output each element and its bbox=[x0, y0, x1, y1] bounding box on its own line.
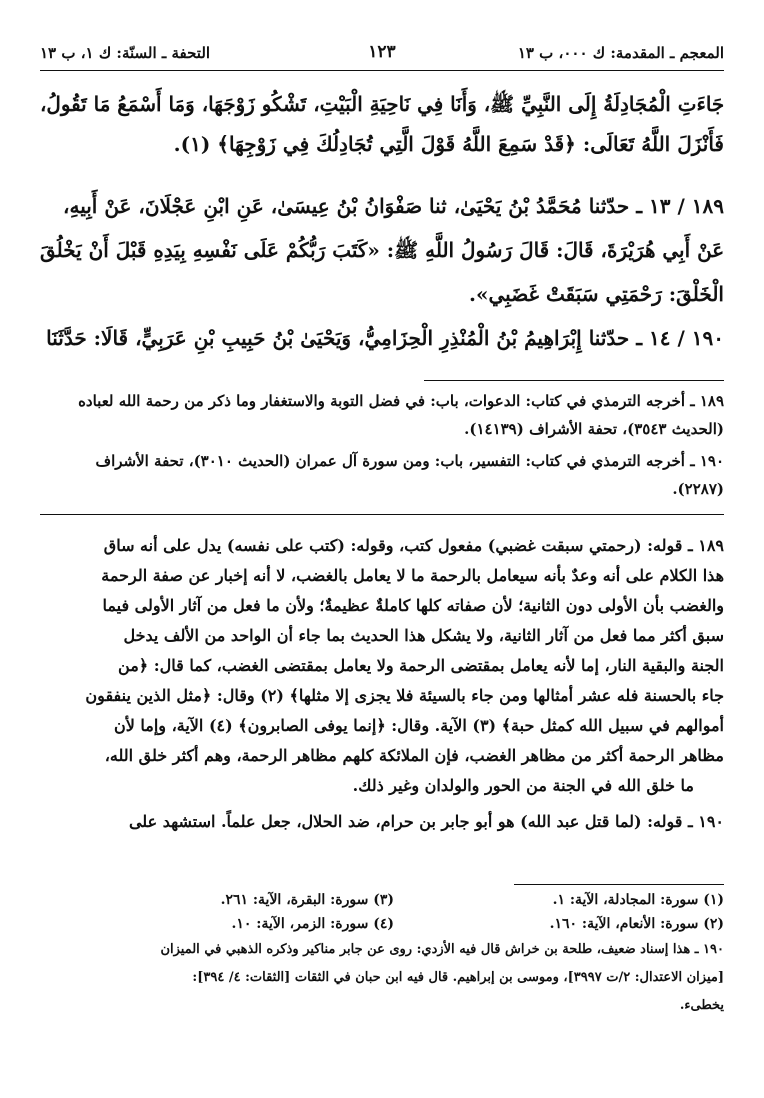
commentary-line: ١٩٠ ـ قوله: (لما قتل عبد الله) هو أبو جابر بن حرام، ضد الحلال، جعل علماً. استشهد على bbox=[128, 812, 724, 831]
commentary-line: ما خلق الله في الجنة من الحور والولدان وغير ذلك. bbox=[352, 776, 694, 795]
takhrij-line: ١٩٠ ـ أخرجه الترمذي في كتاب: التفسير، باب: ومن سورة آل عمران (الحديث ٣٠١٠)، تحفة الأشراف bbox=[95, 452, 724, 470]
footnote-note: ١٩٠ ـ هذا إسناد ضعيف، طلحة بن خراش قال فيه الأزدي: روى عن جابر مناكير وذكره الذهبي في الميزان bbox=[160, 942, 724, 957]
main-line: فَأَنْزَلَ اللَّهُ تَعَالَى: ﴿قَدْ سَمِعَ اللَّهُ قَوْلَ الَّتِي تُجَادِلُكَ فِي زَوْجِهَا﴾ (١). bbox=[173, 132, 724, 156]
header-left-ref: التحفة ـ السنّة: ك ١، ب ١٣ bbox=[40, 44, 211, 62]
footnote-item: (٣) سورة: البقرة، الآية: ٢٦١. bbox=[220, 892, 394, 908]
commentary-line: الجنة والبقية النار، إما لأنه يعامل بمقتضى الرحمة ولا يعامل بمقتضى الغضب، كما قال: ﴿من bbox=[118, 656, 724, 675]
commentary-line: سبق أكثر مما فعل من آثار الثانية، ولا يشكل هذا الحديث بما جاء أن الواحد من الألف يدخل bbox=[123, 626, 724, 645]
section-divider bbox=[40, 514, 724, 515]
footnote-item: (٤) سورة: الزمر، الآية: ١٠. bbox=[231, 916, 394, 932]
footnote-item: (٢) سورة: الأنعام، الآية: ١٦٠. bbox=[549, 916, 724, 932]
commentary-line: والغضب بأن الأولى دون الثانية؛ لأن صفاته كلها كاملةٌ عظيمةٌ؛ ولأن ما فعل من آثار الأولى فيما bbox=[102, 596, 724, 615]
main-line: الْخَلْقَ: رَحْمَتِي سَبَقَتْ غَضَبِي». bbox=[469, 282, 724, 306]
commentary-line: هذا الكلام على أنه وعدٌ بأنه سيعامل بالرحمة ما لا يعامل بالغضب، لا أنه إخبار عن صفة الرحمة bbox=[101, 566, 724, 585]
page-number: ١٢٣ bbox=[368, 42, 396, 62]
commentary-line: مظاهر الرحمة أكثر من مظاهر الغضب، فإن الملائكة كلهم مظاهر الرحمة، وهم أكثر خلق الله، bbox=[104, 746, 724, 765]
main-line: جَاءَتِ الْمُجَادِلَةُ إِلَى النَّبِيِّ ﷺ، وَأَنَا فِي نَاحِيَةِ الْبَيْتِ، تَشْكُو زَوْجَهَا، وَمَا أَسْمَعُ مَا تَقُولُ، bbox=[39, 92, 724, 116]
footnote-note: يخطىء. bbox=[679, 998, 724, 1013]
commentary-line: جاء بالحسنة فله عشر أمثالها ومن جاء بالسيئة فلا يجزى إلا مثلها﴾ (٢) وقال: ﴿مثل الذين ينفقون bbox=[85, 686, 724, 705]
takhrij-line: (الحديث ٣٥٤٣)، تحفة الأشراف (١٤١٣٩). bbox=[464, 420, 724, 438]
page-header bbox=[40, 40, 724, 71]
footnote-item: (١) سورة: المجادلة، الآية: ١. bbox=[552, 892, 724, 908]
takhrij-line: ١٨٩ ـ أخرجه الترمذي في كتاب: الدعوات، باب: في فضل التوبة والاستغفار وما ذكر من رحمة الله لعباده bbox=[78, 392, 724, 410]
header-right-ref: المعجم ـ المقدمة: ك ٠٠٠، ب ١٣ bbox=[517, 44, 724, 62]
footnote-divider bbox=[514, 884, 724, 885]
commentary-line: أموالهم في سبيل الله كمثل حبة﴾ (٣) الآية. وقال: ﴿إنما يوفى الصابرون﴾ (٤) الآية، وإما لأن bbox=[113, 716, 724, 735]
main-line: عَنْ أَبِي هُرَيْرَةَ، قَالَ: قَالَ رَسُولُ اللَّهِ ﷺ: «كَتَبَ رَبُّكُمْ عَلَى نَفْسِهِ بِيَدِهِ قَبْلَ أَنْ يَخْلُقَ bbox=[39, 238, 724, 262]
footnote-note: [ميزان الاعتدال: ٢/ت ٣٩٩٧]، وموسى بن إبراهيم. قال فيه ابن حبان في الثقات [الثقات: ٤/ ٣٩٤]: bbox=[192, 970, 724, 985]
takhrij-line: (٢٢٨٧). bbox=[672, 480, 724, 498]
main-line: ١٨٩ / ١٣ ـ حدّثنا مُحَمَّدُ بْنُ يَحْيَىٰ، ثنا صَفْوَانُ بْنُ عِيسَىٰ، عَنِ ابْنِ عَجْلَانَ، عَنْ أَبِيهِ، bbox=[63, 194, 724, 218]
main-line: ١٩٠ / ١٤ ـ حدّثنا إِبْرَاهِيمُ بْنُ الْمُنْذِرِ الْحِزَامِيُّ، وَيَحْيَىٰ بْنُ حَبِيبِ بْنِ عَرَبِيٍّ، قَالَا: حَدَّثَنَا bbox=[46, 326, 724, 350]
commentary-line: ١٨٩ ـ قوله: (رحمتي سبقت غضبي) مفعول كتب، وقوله: (كتب على نفسه) يدل على أنه ساق bbox=[103, 536, 724, 555]
takhrij-divider bbox=[424, 380, 724, 381]
